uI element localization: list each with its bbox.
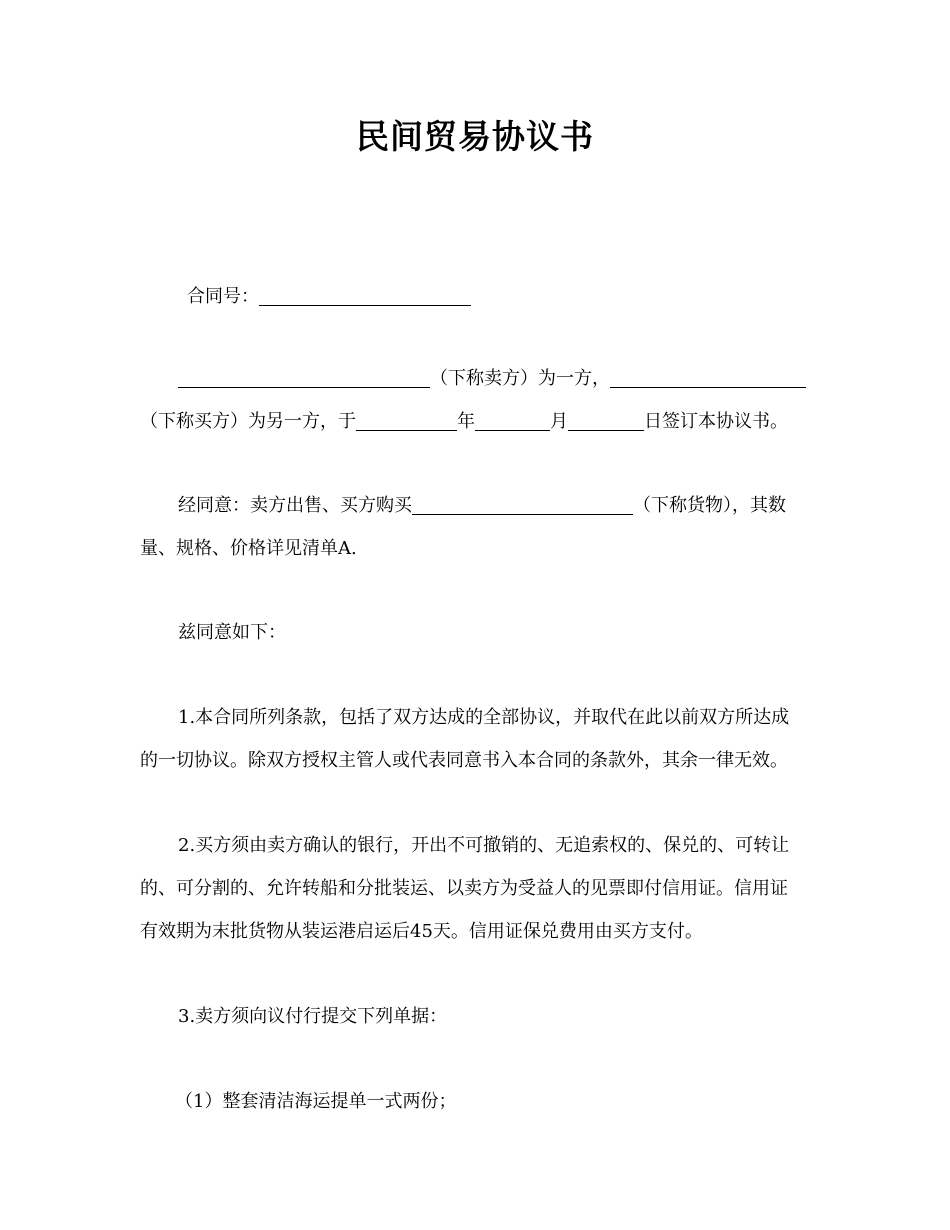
preamble-line-1 — [178, 364, 806, 394]
agreement-line-2: 量、规格、价格详见清单A. — [140, 538, 357, 559]
agreement-suffix: （下称货物），其数 — [633, 495, 786, 516]
item-1-line: （1）整套清洁海运提单一式两份； — [175, 1091, 457, 1112]
year-label: 年 — [457, 411, 475, 432]
month-blank[interactable] — [475, 408, 550, 431]
preamble-line-2 — [140, 407, 788, 437]
month-label: 月 — [550, 411, 568, 432]
day-blank[interactable] — [568, 408, 644, 431]
clause-3-line: 3.卖方须向议付行提交下列单据： — [178, 1006, 448, 1027]
year-blank[interactable] — [356, 408, 457, 431]
buyer-prefix: （下称买方）为另一方，于 — [140, 411, 356, 432]
contract-number-line — [187, 282, 471, 312]
agreement-prefix: 经同意：卖方出售、买方购买 — [178, 495, 412, 516]
contract-number-label: 合同号： — [187, 286, 259, 307]
clause-1-line-1: 1.本合同所列条款，包括了双方达成的全部协议，并取代在此以前双方所达成 — [178, 707, 790, 728]
clause-2-line-3: 有效期为末批货物从装运港启运后45天。信用证保兑费用由买方支付。 — [140, 921, 703, 942]
goods-blank[interactable] — [412, 492, 633, 515]
hereby-line: 兹同意如下： — [178, 622, 286, 643]
seller-suffix: （下称卖方）为一方， — [430, 368, 610, 389]
clause-2-line-1: 2.买方须由卖方确认的银行，开出不可撤销的、无追索权的、保兑的、可转让 — [178, 835, 790, 856]
contract-number-blank[interactable] — [259, 283, 471, 306]
agreement-line-1 — [178, 491, 786, 521]
clause-1-line-2: 的一切协议。除双方授权主管人或代表同意书入本合同的条款外，其余一律无效。 — [140, 750, 788, 771]
buyer-name-blank[interactable] — [610, 365, 806, 388]
document-title: 民间贸易协议书 — [356, 117, 594, 156]
day-suffix: 日签订本协议书。 — [644, 411, 788, 432]
seller-name-blank[interactable] — [178, 365, 430, 388]
clause-2-line-2: 的、可分割的、允许转船和分批装运、以卖方为受益人的见票即付信用证。信用证 — [140, 878, 788, 899]
